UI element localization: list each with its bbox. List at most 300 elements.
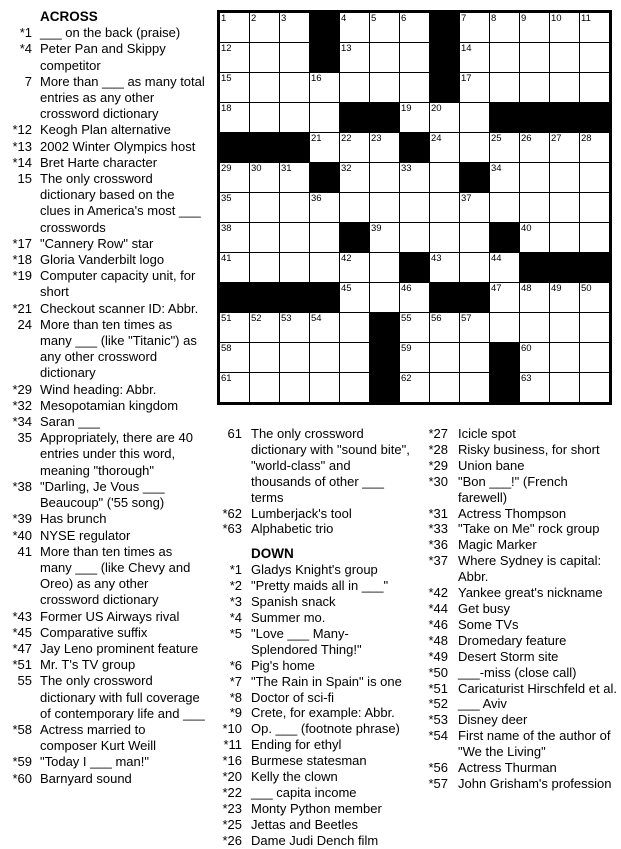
clue-number: *29: [12, 381, 32, 397]
grid-cell[interactable]: [400, 103, 429, 132]
grid-cell[interactable]: [520, 193, 549, 222]
cell-number: 35: [221, 193, 232, 204]
cell-number: 7: [461, 13, 467, 24]
cell-number: 52: [251, 313, 262, 324]
grid-cell[interactable]: [280, 193, 309, 222]
clue-number: *23: [222, 800, 242, 816]
clue-text: Monty Python member: [251, 800, 382, 816]
cell-number: 1: [221, 13, 227, 24]
clue-number: *8: [229, 689, 242, 705]
down-clue-50: [421, 665, 619, 681]
down-clue-23: [220, 801, 414, 817]
clue-text: Risky business, for short: [458, 441, 600, 457]
across-clue-7: [8, 74, 206, 123]
grid-cell[interactable]: [280, 343, 309, 372]
across-clue-19: [8, 268, 206, 300]
cell-number: 10: [551, 13, 562, 24]
down-clue-9: [220, 705, 414, 721]
down-clue-4: [220, 610, 414, 626]
grid-cell[interactable]: [460, 73, 489, 102]
down-clue-51: [421, 681, 619, 697]
grid-cell[interactable]: [340, 163, 369, 192]
grid-cell[interactable]: [460, 343, 489, 372]
grid-cell-black: [310, 43, 339, 72]
grid-cell-black: [310, 13, 339, 42]
down-clue-42: [421, 585, 619, 601]
grid-cell[interactable]: [520, 43, 549, 72]
cell-number: 48: [521, 283, 532, 294]
grid-cell[interactable]: [460, 103, 489, 132]
cell-number: 50: [581, 283, 592, 294]
clue-text: More than ten times as many ___ (like "Titanic") as any other crossword dictionary: [40, 316, 197, 381]
clue-number: *54: [428, 728, 448, 744]
down-clue-6: [220, 658, 414, 674]
clue-text: Has brunch: [40, 511, 107, 527]
grid-cell[interactable]: [280, 313, 309, 342]
across-clue-35: [8, 430, 206, 479]
grid-cell[interactable]: [430, 223, 459, 252]
clue-text: Magic Marker: [458, 537, 537, 553]
grid-cell[interactable]: [370, 283, 399, 312]
grid-cell[interactable]: [280, 13, 309, 42]
down-clues-column: [421, 426, 619, 792]
cell-number: 11: [581, 13, 591, 24]
grid-cell[interactable]: [400, 193, 429, 222]
grid-cell[interactable]: [580, 343, 609, 372]
grid-cell[interactable]: [430, 193, 459, 222]
grid-cell[interactable]: [400, 373, 429, 402]
clue-text: NYSE regulator: [40, 527, 131, 543]
clue-number: *25: [222, 816, 242, 832]
clue-number: *48: [428, 632, 448, 648]
grid-cell[interactable]: [460, 373, 489, 402]
grid-cell[interactable]: [520, 373, 549, 402]
grid-cell[interactable]: [550, 343, 579, 372]
cell-number: 20: [431, 103, 442, 114]
clue-text: Checkout scanner ID: Abbr.: [40, 300, 199, 316]
clue-number: *27: [428, 426, 448, 441]
across-clue-55: [8, 673, 206, 722]
grid-cell[interactable]: [580, 313, 609, 342]
across-clue-32: [8, 398, 206, 414]
grid-cell[interactable]: [340, 43, 369, 72]
grid-cell[interactable]: [280, 163, 309, 192]
clue-text: ___-miss (close call): [458, 664, 577, 680]
grid-cell[interactable]: [340, 133, 369, 162]
grid-cell[interactable]: [310, 343, 339, 372]
grid-cell[interactable]: [250, 223, 279, 252]
grid-cell-black: [220, 283, 249, 312]
grid-cell[interactable]: [400, 343, 429, 372]
clue-number: *6: [229, 657, 242, 673]
cell-number: 59: [401, 343, 412, 354]
clue-number: *63: [222, 521, 242, 537]
clue-number: *18: [12, 252, 32, 268]
clue-text: Op. ___ (footnote phrase): [251, 721, 400, 737]
clue-text: Icicle spot: [458, 426, 516, 441]
clue-text: Dame Judi Dench film: [251, 832, 379, 848]
grid-cell[interactable]: [310, 223, 339, 252]
cell-number: 34: [491, 163, 502, 174]
clue-number: 41: [17, 543, 32, 559]
grid-cell[interactable]: [370, 73, 399, 102]
grid-cell[interactable]: [580, 73, 609, 102]
cell-number: 6: [401, 13, 407, 24]
grid-cell[interactable]: [550, 313, 579, 342]
down-clue-5: [220, 626, 414, 658]
down-clue-48: [421, 633, 619, 649]
grid-cell[interactable]: [220, 13, 249, 42]
grid-cell[interactable]: [370, 133, 399, 162]
clue-number: *26: [222, 832, 242, 848]
grid-cell[interactable]: [370, 193, 399, 222]
grid-cell[interactable]: [310, 103, 339, 132]
grid-cell[interactable]: [580, 223, 609, 252]
down-clue-53: [421, 712, 619, 728]
grid-cell[interactable]: [220, 373, 249, 402]
across-clue-list: [8, 25, 206, 787]
grid-cell[interactable]: [340, 73, 369, 102]
clue-number: *16: [222, 753, 242, 769]
clue-number: *9: [229, 705, 242, 721]
grid-cell[interactable]: [220, 313, 249, 342]
grid-cell[interactable]: [280, 253, 309, 282]
down-clue-33: [421, 521, 619, 537]
grid-cell[interactable]: [430, 373, 459, 402]
clue-number: *42: [428, 585, 448, 601]
clue-number: *58: [12, 721, 32, 737]
grid-cell[interactable]: [550, 43, 579, 72]
grid-cell[interactable]: [220, 343, 249, 372]
clue-text: Gloria Vanderbilt logo: [40, 252, 165, 268]
clue-number: 61: [227, 426, 242, 441]
grid-cell-black: [520, 103, 549, 132]
grid-cell[interactable]: [490, 73, 519, 102]
cell-number: 57: [461, 313, 472, 324]
grid-cell[interactable]: [460, 253, 489, 282]
grid-cell[interactable]: [550, 283, 579, 312]
grid-cell[interactable]: [490, 193, 519, 222]
grid-cell[interactable]: [280, 73, 309, 102]
grid-cell[interactable]: [430, 343, 459, 372]
grid-cell-black: [460, 283, 489, 312]
clue-text: Former US Airways rival: [40, 608, 180, 624]
across-clue-34: [8, 414, 206, 430]
grid-cell-black: [250, 133, 279, 162]
grid-cell[interactable]: [550, 13, 579, 42]
grid-cell[interactable]: [520, 223, 549, 252]
grid-cell[interactable]: [250, 13, 279, 42]
clue-number: *37: [428, 553, 448, 569]
grid-cell-black: [430, 13, 459, 42]
cell-number: 41: [221, 253, 232, 264]
across-clue-47: [8, 641, 206, 657]
grid-cell[interactable]: [460, 223, 489, 252]
clue-text: Desert Storm site: [458, 648, 559, 664]
grid-cell[interactable]: [310, 373, 339, 402]
cell-number: 9: [521, 13, 527, 24]
cell-number: 18: [221, 103, 232, 114]
down-clue-8: [220, 690, 414, 706]
across-clue-29: [8, 382, 206, 398]
grid-cell[interactable]: [430, 133, 459, 162]
grid-cell[interactable]: [400, 13, 429, 42]
grid-cell[interactable]: [280, 103, 309, 132]
clue-text: Keogh Plan alternative: [40, 122, 171, 138]
grid-cell[interactable]: [370, 163, 399, 192]
grid-cell[interactable]: [250, 313, 279, 342]
grid-cell[interactable]: [340, 343, 369, 372]
down-clue-27: [421, 426, 619, 442]
down-clue-37: [421, 553, 619, 585]
grid-cell[interactable]: [220, 163, 249, 192]
grid-cell[interactable]: [340, 373, 369, 402]
grid-cell[interactable]: [310, 133, 339, 162]
grid-cell[interactable]: [250, 373, 279, 402]
grid-cell[interactable]: [460, 313, 489, 342]
grid-cell[interactable]: [520, 313, 549, 342]
grid-cell[interactable]: [340, 13, 369, 42]
clue-text: Lumberjack's tool: [251, 505, 352, 521]
cell-number: 30: [251, 163, 262, 174]
grid-cell-black: [340, 103, 369, 132]
clue-number: *36: [428, 537, 448, 553]
grid-cell[interactable]: [520, 343, 549, 372]
down-clue-3: [220, 594, 414, 610]
across-clue-45: [8, 625, 206, 641]
grid-cell[interactable]: [550, 373, 579, 402]
grid-cell[interactable]: [580, 283, 609, 312]
clue-text: Caricaturist Hirschfeld et al.: [458, 680, 617, 696]
clue-number: *57: [428, 775, 448, 791]
down-clue-30: [421, 474, 619, 506]
clue-text: Bret Harte character: [40, 154, 158, 170]
grid-cell[interactable]: [490, 43, 519, 72]
grid-cell[interactable]: [280, 373, 309, 402]
down-clue-56: [421, 760, 619, 776]
grid-cell[interactable]: [220, 253, 249, 282]
clue-text: John Grisham's profession: [458, 775, 612, 791]
grid-cell[interactable]: [340, 313, 369, 342]
clue-text: Mesopotamian kingdom: [40, 397, 179, 413]
grid-cell[interactable]: [490, 253, 519, 282]
grid-cell[interactable]: [490, 313, 519, 342]
grid-cell-black: [310, 283, 339, 312]
grid-cell[interactable]: [460, 133, 489, 162]
grid-cell[interactable]: [580, 133, 609, 162]
grid-cell[interactable]: [250, 73, 279, 102]
clue-text: "Darling, Je Vous ___ Beaucoup" ('55 song): [40, 478, 165, 511]
grid-cell[interactable]: [550, 133, 579, 162]
grid-cell-black: [370, 103, 399, 132]
clue-number: *52: [428, 696, 448, 712]
cell-number: 24: [431, 133, 442, 144]
cell-number: 8: [491, 13, 497, 24]
grid-cell[interactable]: [340, 253, 369, 282]
grid-cell[interactable]: [580, 13, 609, 42]
grid-cell[interactable]: [430, 253, 459, 282]
cell-number: 40: [521, 223, 532, 234]
grid-cell[interactable]: [550, 163, 579, 192]
grid-cell[interactable]: [520, 73, 549, 102]
clue-text: First name of the author of "We the Living": [458, 728, 611, 760]
grid-cell[interactable]: [520, 13, 549, 42]
grid-cell[interactable]: [220, 73, 249, 102]
clue-number: *53: [428, 712, 448, 728]
clue-text: Saran ___: [40, 414, 100, 430]
grid-cell[interactable]: [220, 223, 249, 252]
clue-number: *11: [223, 737, 242, 753]
grid-cell[interactable]: [400, 163, 429, 192]
grid-cell[interactable]: [250, 103, 279, 132]
cell-number: 19: [401, 103, 412, 114]
clue-text: Pig's home: [251, 657, 315, 673]
cell-number: 51: [221, 313, 232, 324]
clue-number: *56: [428, 760, 448, 776]
grid-cell[interactable]: [340, 283, 369, 312]
grid-cell[interactable]: [490, 13, 519, 42]
clue-text: "The Rain in Spain" is one: [251, 673, 402, 689]
grid-cell[interactable]: [310, 73, 339, 102]
grid-cell[interactable]: [340, 193, 369, 222]
clue-text: "Today I ___ man!": [40, 754, 149, 770]
grid-cell[interactable]: [430, 313, 459, 342]
grid-cell[interactable]: [460, 13, 489, 42]
clue-number: *17: [12, 235, 32, 251]
clue-number: 7: [24, 73, 32, 89]
grid-cell[interactable]: [400, 223, 429, 252]
grid-cell-black: [280, 133, 309, 162]
clue-number: *62: [222, 505, 242, 521]
cell-number: 47: [491, 283, 502, 294]
grid-cell[interactable]: [400, 313, 429, 342]
clue-text: ___ on the back (praise): [40, 25, 181, 41]
grid-cell[interactable]: [220, 103, 249, 132]
grid-cell[interactable]: [370, 253, 399, 282]
grid-cell[interactable]: [250, 253, 279, 282]
grid-cell[interactable]: [520, 283, 549, 312]
clue-number: *7: [229, 673, 242, 689]
clue-number: *20: [222, 769, 242, 785]
down-clue-52: [421, 696, 619, 712]
clue-text: Peter Pan and Skippy competitor: [40, 41, 166, 73]
cell-number: 45: [341, 283, 352, 294]
cell-number: 42: [341, 253, 352, 264]
grid-cell[interactable]: [580, 163, 609, 192]
grid-cell[interactable]: [520, 133, 549, 162]
grid-cell[interactable]: [220, 43, 249, 72]
grid-cell-black: [580, 253, 609, 282]
grid-cell-black: [370, 373, 399, 402]
clue-text: Jettas and Beetles: [251, 816, 358, 832]
clue-number: *51: [12, 657, 32, 673]
down-clue-49: [421, 649, 619, 665]
grid-cell[interactable]: [550, 193, 579, 222]
clue-text: Computer capacity unit, for short: [40, 268, 196, 300]
clue-number: *19: [12, 268, 32, 284]
clue-number: *38: [12, 478, 32, 494]
cell-number: 62: [401, 373, 412, 384]
clue-text: Alphabetic trio: [251, 521, 334, 537]
down-clue-16: [220, 753, 414, 769]
clue-number: 15: [17, 171, 32, 187]
grid-cell[interactable]: [370, 43, 399, 72]
cell-number: 17: [461, 73, 472, 84]
clue-text: Actress Thompson: [458, 505, 567, 521]
cell-number: 60: [521, 343, 532, 354]
grid-cell[interactable]: [310, 313, 339, 342]
grid-cell-black: [580, 103, 609, 132]
across-header: ACROSS: [40, 9, 98, 24]
clue-text: Spanish snack: [251, 594, 336, 610]
grid-cell[interactable]: [400, 73, 429, 102]
across-clue-63: [220, 521, 414, 537]
grid-cell[interactable]: [400, 43, 429, 72]
grid-cell[interactable]: [430, 103, 459, 132]
down-clue-10: [220, 721, 414, 737]
across-clue-40: [8, 528, 206, 544]
grid-cell[interactable]: [310, 253, 339, 282]
down-clue-28: [421, 442, 619, 458]
grid-cell[interactable]: [520, 163, 549, 192]
clue-text: Gladys Knight's group: [251, 562, 378, 578]
grid-cell[interactable]: [580, 43, 609, 72]
grid-cell[interactable]: [550, 223, 579, 252]
grid-cell[interactable]: [580, 193, 609, 222]
clue-number: *30: [428, 473, 448, 489]
grid-cell[interactable]: [220, 193, 249, 222]
grid-cell[interactable]: [250, 43, 279, 72]
down-clue-25: [220, 817, 414, 833]
clue-text: Wind heading: Abbr.: [40, 381, 157, 397]
grid-cell[interactable]: [400, 283, 429, 312]
clue-number: *21: [12, 300, 32, 316]
grid-cell[interactable]: [580, 373, 609, 402]
grid-cell[interactable]: [490, 163, 519, 192]
grid-cell[interactable]: [550, 73, 579, 102]
grid-cell[interactable]: [490, 133, 519, 162]
cell-number: 12: [221, 43, 232, 54]
grid-cell[interactable]: [250, 163, 279, 192]
grid-cell[interactable]: [370, 13, 399, 42]
grid-cell[interactable]: [280, 43, 309, 72]
clue-text: Get busy: [458, 600, 511, 616]
clue-text: Comparative suffix: [40, 624, 148, 640]
clue-number: *5: [229, 625, 242, 641]
grid-cell[interactable]: [370, 223, 399, 252]
grid-cell-black: [370, 343, 399, 372]
across-clue-60: [8, 771, 206, 787]
cell-number: 44: [491, 253, 502, 264]
grid-cell[interactable]: [250, 193, 279, 222]
clue-number: *28: [428, 441, 448, 457]
grid-cell[interactable]: [460, 193, 489, 222]
grid-cell[interactable]: [430, 163, 459, 192]
down-clue-29: [421, 458, 619, 474]
cell-number: 23: [371, 133, 382, 144]
cell-number: 53: [281, 313, 292, 324]
grid-cell[interactable]: [280, 223, 309, 252]
grid-cell[interactable]: [250, 343, 279, 372]
clue-number: *59: [12, 754, 32, 770]
grid-cell[interactable]: [490, 283, 519, 312]
cell-number: 32: [341, 163, 352, 174]
grid-cell-black: [400, 253, 429, 282]
grid-cell[interactable]: [310, 193, 339, 222]
clue-number: *45: [12, 624, 32, 640]
grid-cell[interactable]: [460, 43, 489, 72]
across-clue-41: [8, 544, 206, 609]
